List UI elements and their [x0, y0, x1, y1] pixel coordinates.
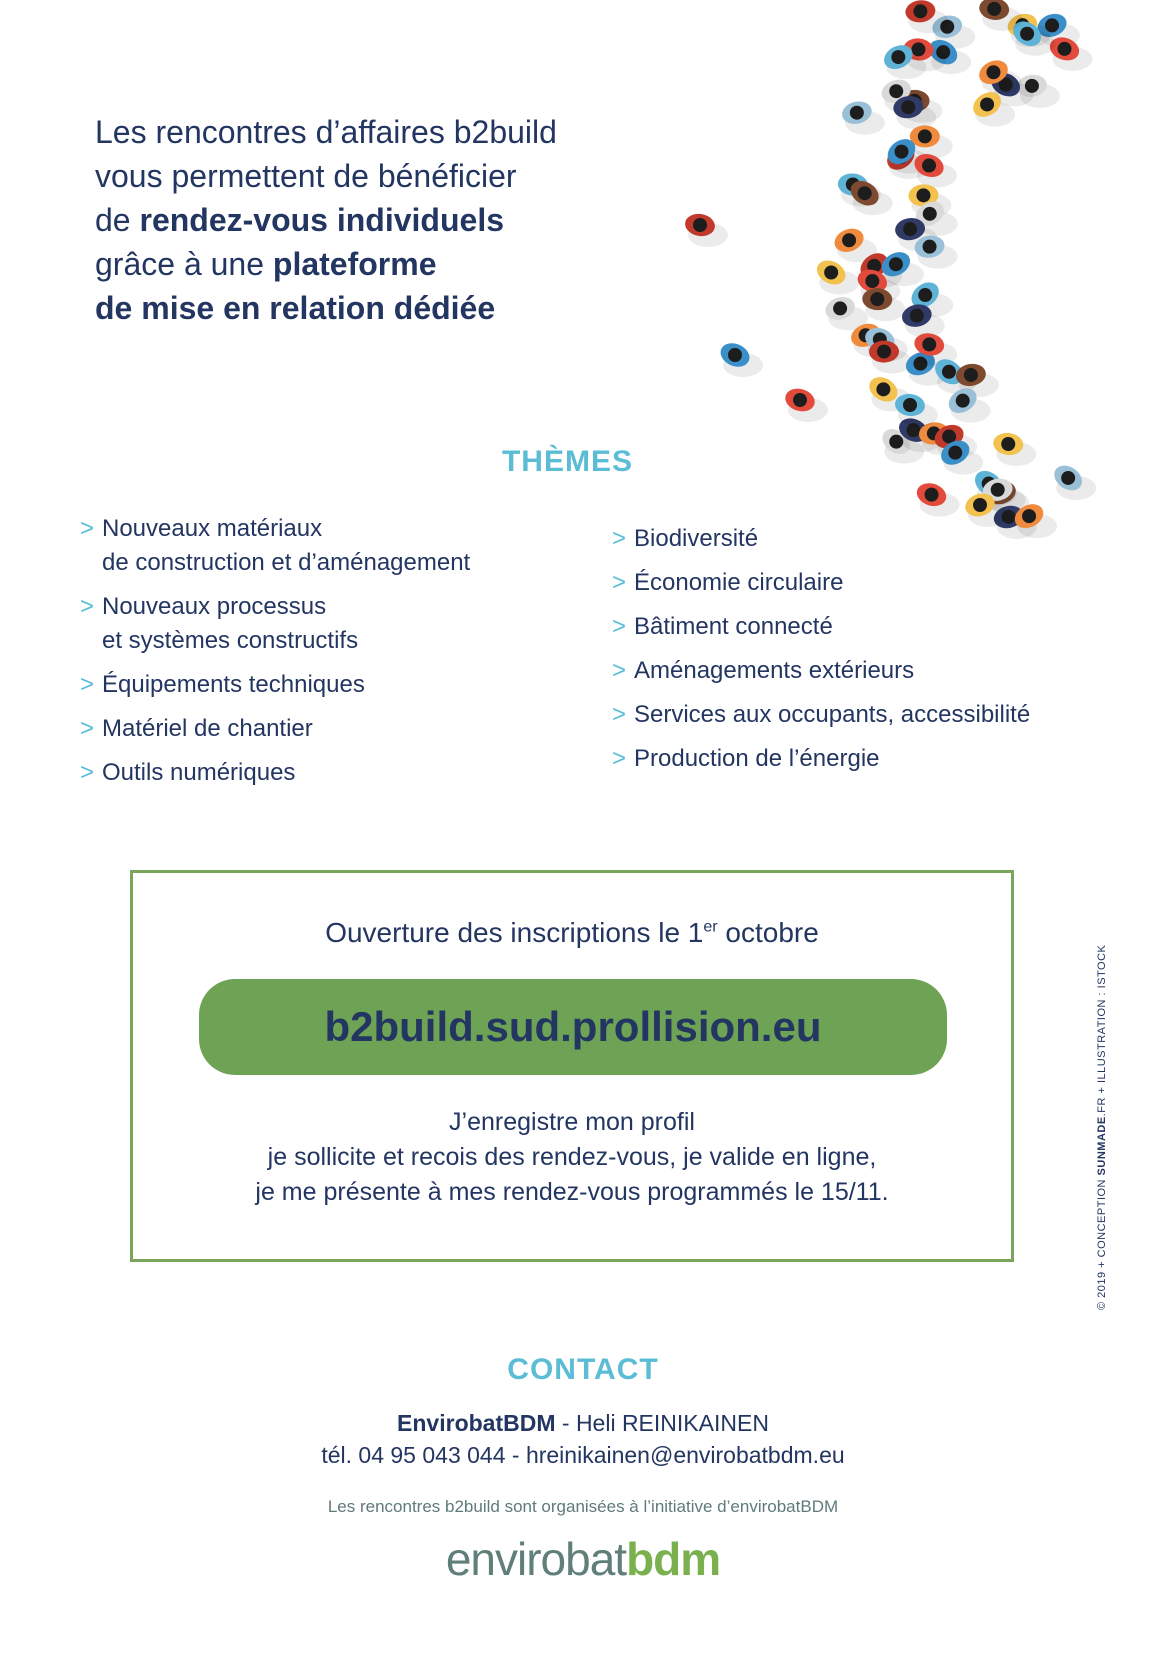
credit-bold: SUNMADE: [1096, 1116, 1108, 1176]
person-figure: [894, 392, 938, 427]
theme-item: [612, 654, 1132, 688]
step-text: je me présente à mes rendez-vous programmés le 15/11.: [255, 1178, 889, 1206]
person-figure: [978, 0, 1022, 31]
contact-phone-email[interactable]: tél. 04 95 043 044 - hreinikainen@envirobatbdm.eu: [321, 1442, 845, 1468]
person-figure: [892, 94, 936, 129]
arrow-icon: >: [612, 569, 627, 596]
theme-text: Services aux occupants, accessibilité: [634, 701, 1031, 728]
theme-text: Équipements techniques: [102, 671, 365, 698]
theme-item: [612, 610, 1132, 644]
person-figure: [975, 56, 1021, 94]
arrow-icon: >: [80, 759, 95, 786]
arrow-icon: >: [612, 613, 627, 640]
arrow-icon: >: [612, 701, 627, 728]
intro-text: [95, 110, 695, 330]
theme-text: Aménagements extérieurs: [634, 657, 915, 684]
envirobat-logo: [0, 1532, 1166, 1586]
registration-url-link[interactable]: [199, 979, 947, 1075]
contact-person: - Heli REINIKAINEN: [555, 1410, 769, 1436]
theme-text: Outils numériques: [102, 759, 296, 786]
theme-item: [612, 566, 1132, 600]
theme-item: [80, 712, 580, 746]
arrow-icon: >: [612, 525, 627, 552]
theme-item: [80, 512, 580, 580]
intro-line-5-bold: de mise en relation dédiée: [95, 290, 496, 326]
arrow-icon: >: [80, 593, 95, 620]
credit-suffix: .FR + ILLUSTRATION : ISTOCK: [1096, 944, 1108, 1117]
theme-item: [612, 742, 1132, 776]
theme-text: Production de l’énergie: [634, 745, 880, 772]
contact-name-line: [0, 1410, 1166, 1437]
theme-text: de construction et d’aménagement: [102, 549, 471, 576]
credit-line: [1096, 945, 1108, 1310]
theme-text: Biodiversité: [634, 525, 759, 552]
logo-part-1: envirobat: [445, 1533, 627, 1585]
person-figure: [822, 293, 868, 330]
intro-line-2: vous permettent de bénéficier: [95, 158, 517, 194]
step-text: J’enregistre mon profil: [449, 1108, 695, 1136]
theme-item: [80, 668, 580, 702]
theme-item: [612, 522, 1132, 556]
contact-org: EnvirobatBDM: [397, 1410, 556, 1436]
registration-steps: [133, 1105, 1011, 1210]
themes-list-right: [612, 522, 1132, 786]
person-figure: [904, 0, 948, 33]
arrow-icon: >: [612, 745, 627, 772]
person-figure: [717, 339, 763, 377]
intro-line-4-bold: plateforme: [272, 246, 437, 282]
theme-text: Bâtiment connecté: [634, 613, 833, 640]
organizer-note: Les rencontres b2build sont organisées à l’initiative d’envirobatBDM: [327, 1497, 839, 1516]
registration-box: [130, 870, 1014, 1262]
opening-sup: er: [703, 918, 718, 936]
person-figure: [782, 385, 828, 422]
step-text: je sollicite et recois des rendez-vous, je valide en ligne,: [267, 1143, 877, 1171]
theme-item: [80, 590, 580, 658]
theme-text: Nouveaux matériaux: [102, 515, 323, 542]
themes-heading: THÈMES: [501, 445, 633, 478]
logo-part-2: bdm: [626, 1533, 721, 1585]
person-figure: [840, 99, 885, 135]
intro-line-3-prefix: de: [95, 202, 140, 238]
intro-line-4: [95, 242, 695, 286]
arrow-icon: >: [80, 671, 95, 698]
arrow-icon: >: [612, 657, 627, 684]
theme-text: Nouveaux processus: [102, 593, 327, 620]
theme-text: Matériel de chantier: [102, 715, 313, 742]
registration-opening: [133, 917, 1011, 949]
intro-line-1: Les rencontres d’affaires b2build: [95, 114, 557, 150]
arrow-icon: >: [80, 715, 95, 742]
intro-line-3-bold: rendez-vous individuels: [139, 202, 504, 238]
contact-heading: CONTACT: [507, 1353, 659, 1386]
theme-item: [80, 756, 580, 790]
person-figure: [914, 480, 960, 517]
theme-text: et systèmes constructifs: [102, 627, 359, 654]
intro-line-4-prefix: grâce à une: [95, 246, 273, 282]
arrow-icon: >: [80, 515, 95, 542]
registration-url-text: b2build.sud.prollision.eu: [324, 1003, 822, 1050]
credit-prefix: © 2019 + CONCEPTION: [1096, 1175, 1108, 1310]
intro-line-3: [95, 198, 695, 242]
theme-item: [612, 698, 1132, 732]
themes-list-left: [80, 512, 580, 800]
opening-suffix: octobre: [717, 917, 819, 948]
intro-line-5: [95, 286, 695, 330]
theme-text: Économie circulaire: [634, 569, 844, 596]
opening-prefix: Ouverture des inscriptions le 1: [325, 917, 704, 948]
